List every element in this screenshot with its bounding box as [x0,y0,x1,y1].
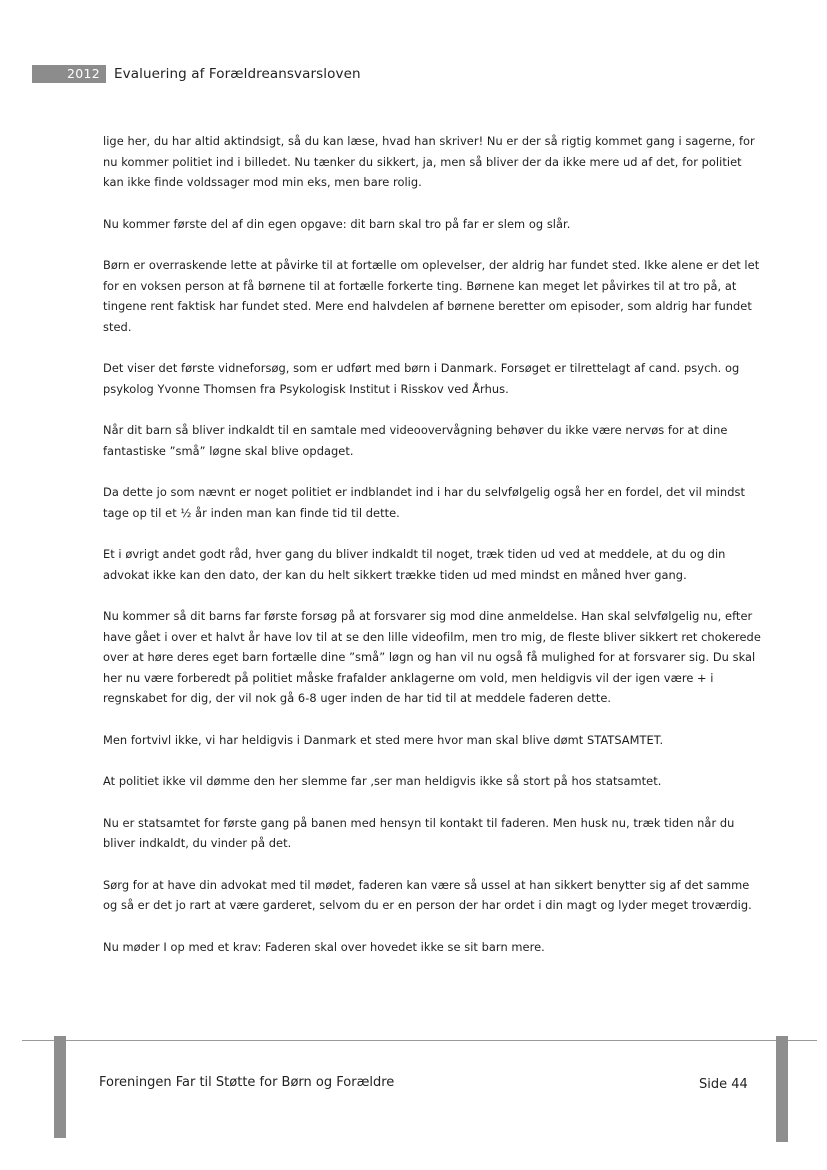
footer-left-bar [54,1036,66,1138]
paragraph: At politiet ikke vil dømme den her slemme far ,ser man heldigvis ikke så stort på hos statsamtet. [103,774,662,788]
body-text [103,131,763,978]
paragraph: Nu kommer første del af din egen opgave: dit barn skal tro på far er slem og slår. [103,216,571,231]
running-title: Evaluering af Forældreansvarsloven [114,66,361,82]
paragraph: Nu møder I op med et krav: Faderen skal over hovedet ikke se sit barn mere. [103,939,545,954]
year-badge: 2012 [32,65,106,83]
paragraph: Men fortvivl ikke, vi har heldigvis i Danmark et sted mere hvor man skal blive dømt STATSAMTET. [103,732,664,747]
paragraph: lige her, du har altid aktindsigt, så du kan læse, hvad han skriver! Nu er der så rigtig kommet gang i sagerne, for nu kommer politiet ind i billedet. Nu tænker du sikkert, ja, men så bliver der da ikke mere ud af det, for politiet kan ikke finde voldssager mod min eks, men bare rolig. [103,134,755,189]
footer-organization: Foreningen Far til Støtte for Børn og Forældre [99,1075,395,1090]
paragraph: Sørg for at have din advokat med til mødet, faderen kan være så ussel at han sikkert benytter sig af det samme og så er det jo rart at være garderet, selvom du er en person der har ordet i din magt og lyder meget troværdig. [103,877,752,912]
paragraph: Det viser det første vidneforsøg, som er udført med børn i Danmark. Forsøget er tilrettelagt af cand. psych. og psykolog Yvonne Thomsen fra Psykologisk Institut i Risskov ved Århus. [103,361,740,396]
page-header [32,64,361,84]
footer-divider [22,1040,817,1041]
paragraph: Børn er overraskende lette at påvirke til at fortælle om oplevelser, der aldrig har fundet sted. Ikke alene er det let for en voksen person at få børnene til at fortælle forkerte ting. Børnene kan meget let påvirkes til at tro på, at tingene rent faktisk har fundet sted. Mere end halvdelen af børnene beretter om episoder, som aldrig har fundet sted. [103,258,760,334]
paragraph: Et i øvrigt andet godt råd, hver gang du bliver indkaldt til noget, træk tiden ud ved at meddele, at du og din advokat ikke kan den dato, der kan du helt sikkert trække tiden ud med mindst en måned hver gang. [103,547,726,582]
paragraph: Nu er statsamtet for første gang på banen med hensyn til kontakt til faderen. Men husk nu, træk tiden når du bliver indkaldt, du vinder på det. [103,815,735,850]
paragraph: Når dit barn så bliver indkaldt til en samtale med videoovervågning behøver du ikke være nervøs for at dine fantastiske ”små” løgne skal blive opdaget. [103,423,728,458]
paragraph: Da dette jo som nævnt er noget politiet er indblandet ind i har du selvfølgelig også her en fordel, det vil mindst tage op til et ½ år inden man kan finde tid til dette. [103,485,745,520]
page-number: Side 44 [699,1077,748,1092]
paragraph: Nu kommer så dit barns far første forsøg på at forsvarer sig mod dine anmeldelse. Han skal selvfølgelig nu, efter have gået i over et halvt år have lov til at se den lille videofilm, men tro mig, de fleste bliver sikkert ret chokerede over at høre deres eget barn fortælle dine ”små” løgn og han vil nu også få mulighed for at forsvarer sig. Du skal her nu være forberedt på politiet måske frafalder anklagerne om vold, men heldigvis vil der igen være + i regnskabet for dig, der vil nok gå 6-8 uger inden de har tid til at meddele faderen dette. [103,609,761,705]
footer-right-bar [776,1036,788,1142]
